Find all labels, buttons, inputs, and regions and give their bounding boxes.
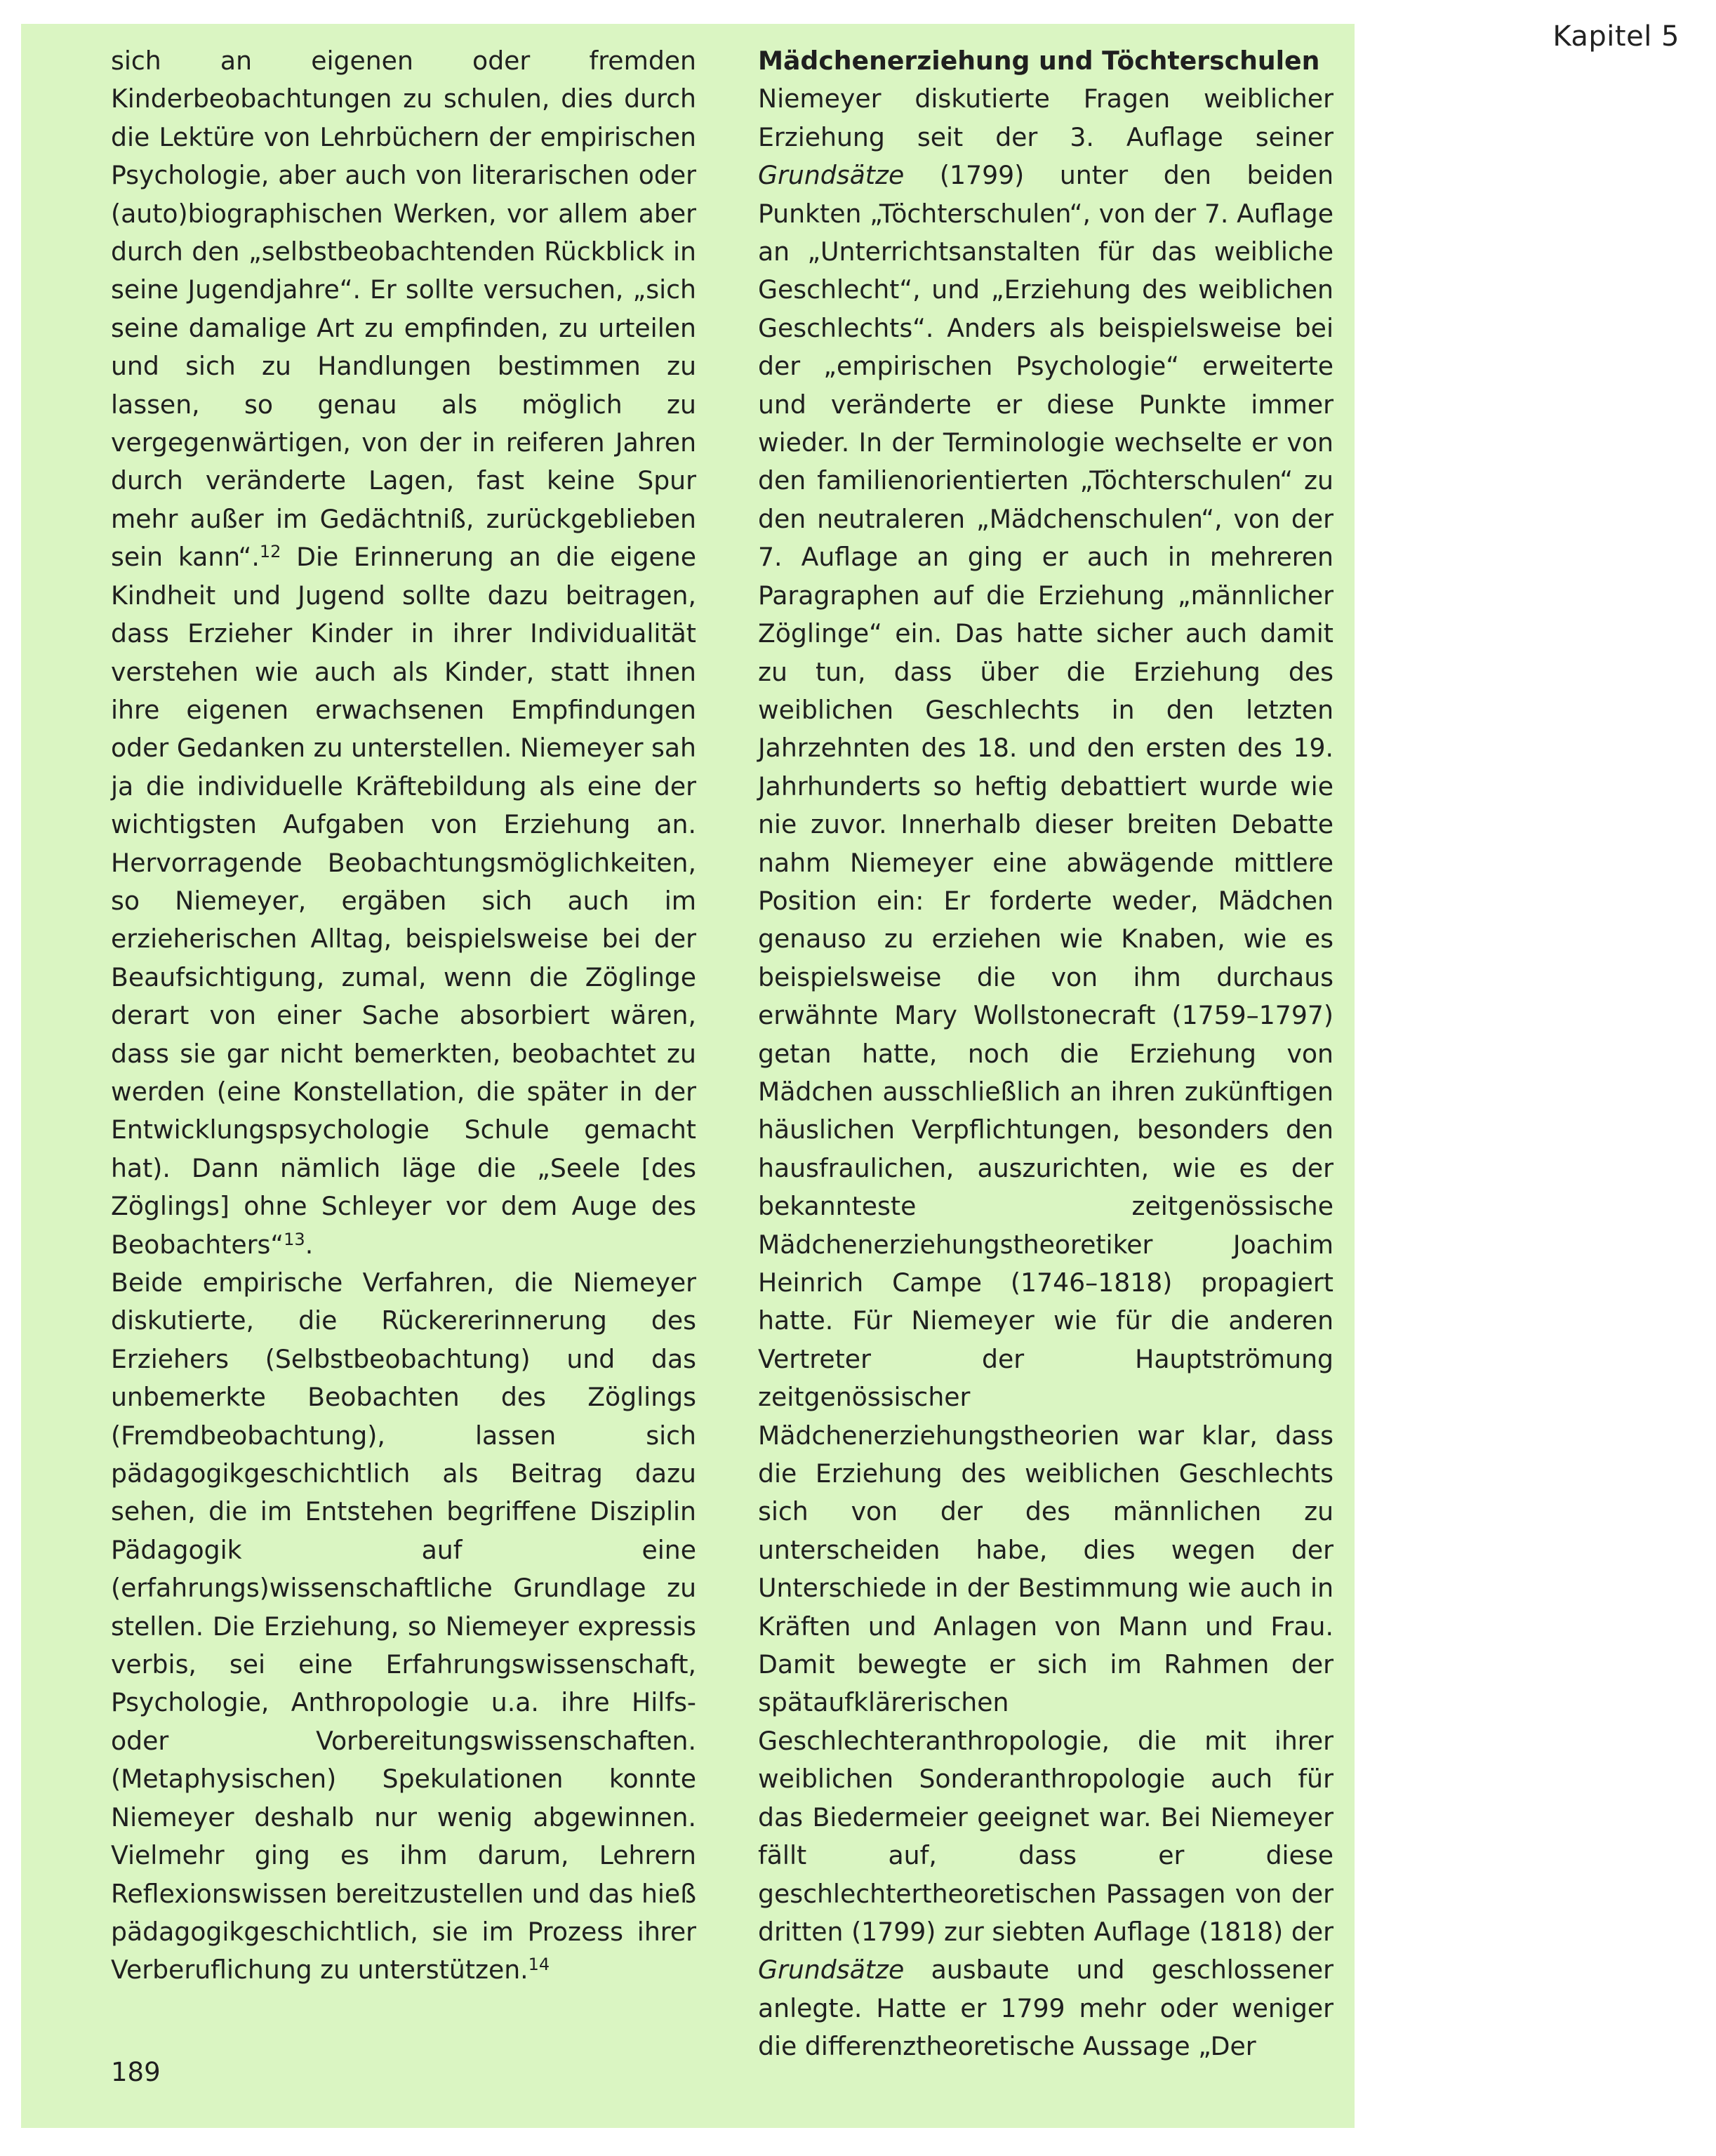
text-run: Beide empirische Verfahren, die Niemeyer diskutierte, die Rückererinnerung des Erziehers (Selbstbeobachtung) und das unbemerkte Beobachten des Zöglings (Fremdbeobachtung), lassen sich pädagogikgeschichtlich als Beitrag dazu sehen, die im Entstehen begriffene Disziplin Pädagogik auf eine (erfahrungs)wissenschaftliche Grundlage zu stellen. Die Erziehung, so Niemeyer expressis verbis, sei eine Erfahrungswissenschaft, Psychologie, Anthropologie u.a. ihre Hilfs- oder Vorbereitungswissenschaften. (Metaphysischen) Spekulationen konnte Niemeyer deshalb nur wenig abgewinnen. Vielmehr ging es ihm darum, Lehrern Reflexionswissen bereitzustellen und das hieß pädagogikgeschichtlich, sie im Prozess ihrer Verberuflichung zu unterstützen.: [111, 1267, 696, 1985]
section-heading: Mädchenerziehung und Töchterschulen: [758, 46, 1320, 76]
paragraph: [111, 1264, 696, 1990]
chapter-label: Kapitel 5: [1552, 20, 1680, 53]
left-column: [111, 42, 696, 1990]
page-number: 189: [111, 2057, 161, 2087]
footnote-ref: 13: [284, 1229, 305, 1249]
text-run: Niemeyer diskutierte Fragen weiblicher Erziehung seit der 3. Auflage seiner: [758, 84, 1333, 152]
text-run: (1799) unter den beiden Punkten „Töchterschulen“, von der 7. Auflage an „Unterrichtsanstalten für das weibliche Geschlecht“, und „Erziehung des weiblichen Geschlechts“. Anders als beispielsweise bei der „empirischen Psychologie“ erweiterte und veränderte er diese Punkte immer wieder. In der Terminologie wechselte er von den familienorientierten „Töchterschulen“ zu den neutraleren „Mädchenschulen“, von der 7. Auflage an ging er auch in mehreren Paragraphen auf die Erziehung „männlicher Zöglinge“ ein. Das hatte sicher auch damit zu tun, dass über die Erziehung des weiblichen Geschlechts in den letzten Jahrzehnten des 18. und den ersten des 19. Jahrhunderts so heftig debattiert wurde wie nie zuvor. Innerhalb dieser breiten Debatte nahm Niemeyer eine abwägende mittlere Position ein: Er forderte weder, Mädchen genauso zu erziehen wie Knaben, wie es beispielsweise die von ihm durchaus erwähnte Mary Wollstonecraft (1759–1797) getan hatte, noch die Erziehung von Mädchen ausschließlich an ihren zukünftigen häuslichen Verpflichtungen, besonders den hausfraulichen, auszurichten, wie es der bekannteste zeitgenössische Mädchenerziehungstheoretiker Joachim Heinrich Campe (1746–1818) propagiert hatte. Für Niemeyer wie für die anderen Vertreter der Hauptströmung zeitgenössischer Mädchenerziehungstheorien war klar, dass die Erziehung des weiblichen Geschlechts sich von der des männlichen zu unterscheiden habe, dies wegen der Unterschiede in der Bestimmung wie auch in Kräften und Anlagen von Mann und Frau. Damit bewegte er sich im Rahmen der spätaufklärerischen Geschlechteranthropologie, die mit ihrer weiblichen Sonderanthropologie auch für das Biedermeier geeignet war. Bei Niemeyer fällt auf, dass er diese geschlechtertheoretischen Passagen von der dritten (1799) zur siebten Auflage (1818) der: [758, 160, 1333, 1947]
book-title: Grundsätze: [758, 160, 905, 191]
text-run: .: [305, 1229, 314, 1260]
paragraph: [111, 42, 696, 1264]
book-title: Grundsätze: [758, 1955, 905, 1985]
text-run: ausbaute und geschlossener anlegte. Hatte er 1799 mehr oder weniger die differenztheoretische Aussage „Der: [758, 1955, 1333, 2062]
footnote-ref: 12: [259, 542, 281, 562]
footnote-ref: 14: [528, 1955, 550, 1975]
paragraph: [758, 80, 1333, 2065]
text-run: Die Erinnerung an die eigene Kindheit und Jugend sollte dazu beitragen, dass Erzieher Kinder in ihrer Individualität verstehen wie auch als Kinder, statt ihnen ihre eigenen erwachsenen Empfindungen oder Gedanken zu unterstellen. Niemeyer sah ja die individuelle Kräftebildung als eine der wichtigsten Aufgaben von Erziehung an. Hervorragende Beobachtungsmöglichkeiten, so Niemeyer, ergäben sich auch im erzieherischen Alltag, beispielsweise bei der Beaufsichtigung, zumal, wenn die Zöglinge derart von einer Sache absorbiert wären, dass sie gar nicht bemerkten, beobachtet zu werden (eine Konstellation, die später in der Entwicklungspsychologie Schule gemacht hat). Dann nämlich läge die „Seele [des Zöglings] ohne Schleyer vor dem Auge des Beobachters“: [111, 542, 697, 1260]
text-run: sich an eigenen oder fremden Kinderbeobachtungen zu schulen, dies durch die Lektüre von Lehrbüchern der empirischen Psychologie, aber auch von literarischen oder (auto)biographischen Werken, vor allem aber durch den „selbstbeobachtenden Rückblick in seine Jugendjahre“. Er sollte versuchen, „sich seine damalige Art zu empfinden, zu urteilen und sich zu Handlungen bestimmen zu lassen, so genau als möglich zu vergegenwärtigen, von der in reiferen Jahren durch veränderte Lagen, fast keine Spur mehr außer im Gedächtniß, zurückgeblieben sein kann“.: [111, 46, 696, 573]
right-column: [758, 42, 1333, 2066]
